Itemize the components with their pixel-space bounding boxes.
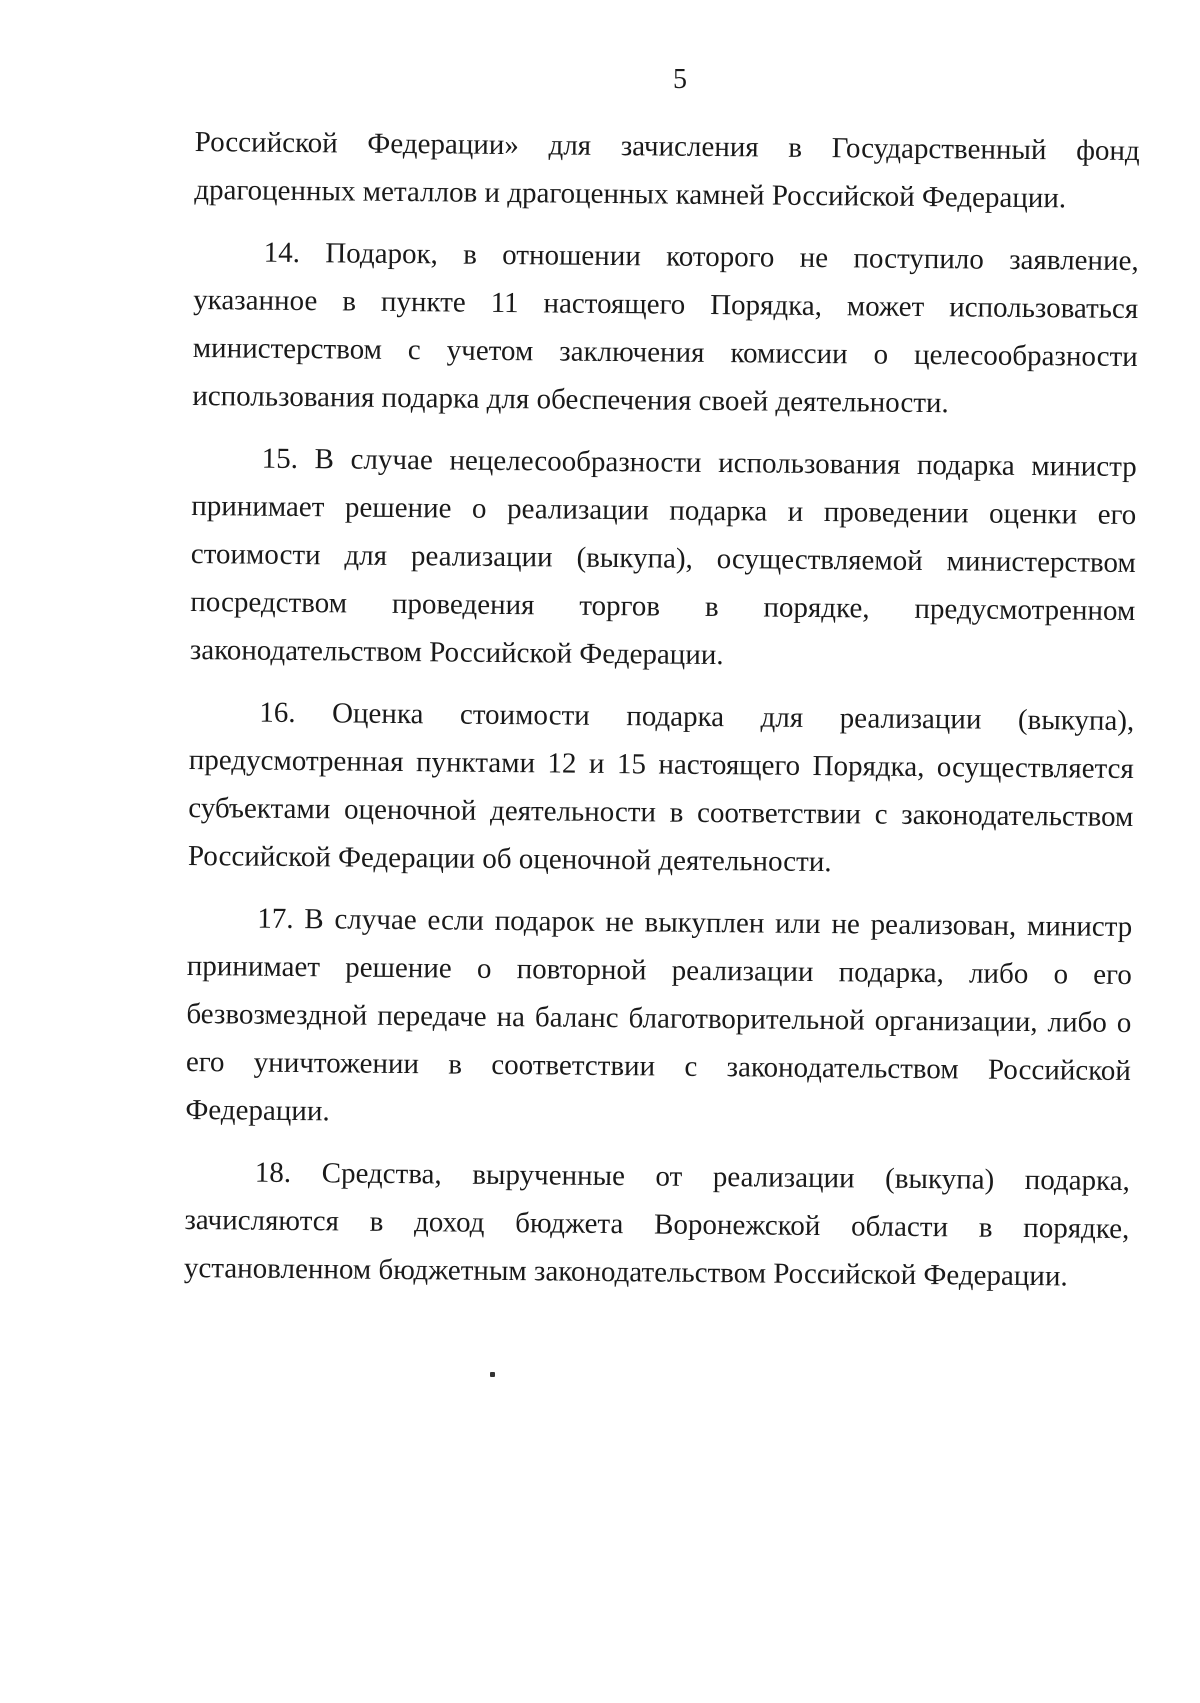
paragraph-17: 17. В случае если подарок не выкуплен или не реализован, министр принимает решение о повторной реализации подарка, либо о его безвозмездной передаче на баланс благотворительной организации, либо о его уничтожении в соответствии с законодательством Российской Федерации. bbox=[185, 902, 1133, 1128]
page-number: 5 bbox=[673, 64, 687, 95]
scan-speck bbox=[490, 1372, 495, 1377]
document-body bbox=[184, 118, 1140, 1315]
paragraph-13-continuation: Российской Федерации» для зачисления в Государственный фонд драгоценных металлов и драгоценных камней Российской Федерации. bbox=[194, 125, 1140, 215]
paragraph-14: 14. Подарок, в отношении которого не поступило заявление, указанное в пункте 11 настоящего Порядка, может использоваться министерством с учетом заключения комиссии о целесообразности использования подарка для обеспечения своей деятельности. bbox=[192, 236, 1139, 420]
paragraph-16: 16. Оценка стоимости подарка для реализации (выкупа), предусмотренная пунктами 12 и 15 настоящего Порядка, осуществляется субъектами оценочной деятельности в соответствии с законодательством Российской Федерации об оценочной деятельности. bbox=[187, 696, 1135, 879]
paragraph-18: 18. Средства, вырученные от реализации (выкупа) подарка, зачисляются в доход бюджета Воронежской области в порядке, установленном бюджетным законодательством Российской Федерации. bbox=[183, 1156, 1130, 1293]
paragraph-15: 15. В случае нецелесообразности использования подарка министр принимает решение о реализации подарка и проведении оценки его стоимости для реализации (выкупа), осуществляемой министерством посредством проведения торгов в порядке, предусмотренном законодательством Российской Федерации. bbox=[189, 442, 1137, 672]
